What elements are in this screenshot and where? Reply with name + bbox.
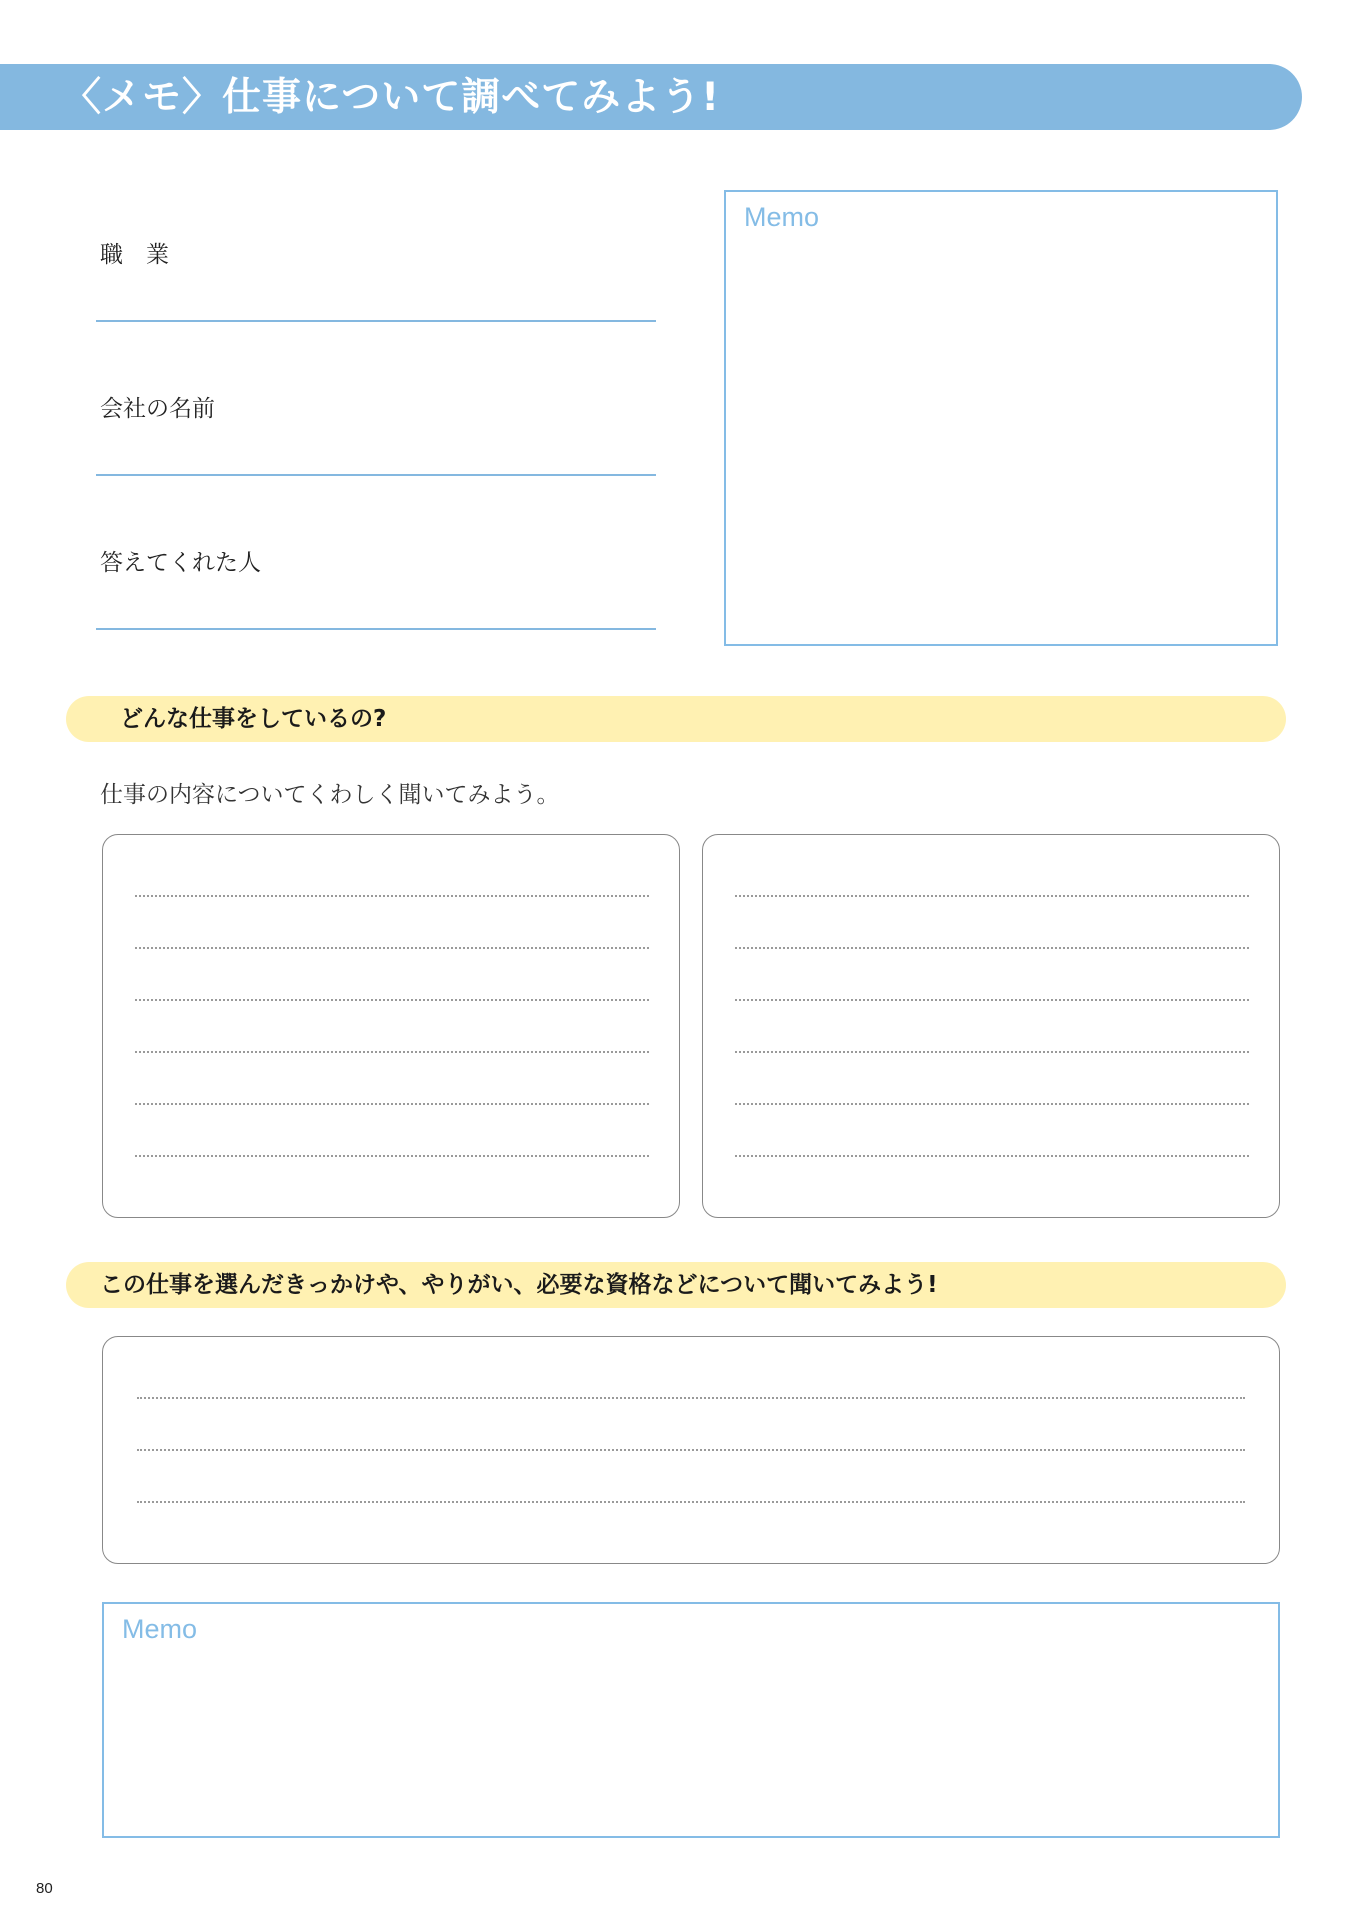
writing-box-left[interactable] <box>102 834 680 1218</box>
writing-line <box>137 1501 1245 1503</box>
writing-line <box>135 947 649 949</box>
field-label-respondent: 答えてくれた人 <box>100 550 261 576</box>
field-label-company-name: 会社の名前 <box>100 396 215 422</box>
writing-line <box>735 999 1249 1001</box>
instruction-text: 仕事の内容についてくわしく聞いてみよう。 <box>100 782 560 808</box>
page-title: 〈メモ〉仕事について調べてみよう! <box>62 75 721 120</box>
writing-line <box>135 1103 649 1105</box>
company-name-write-line[interactable] <box>96 474 656 476</box>
writing-line <box>137 1397 1245 1399</box>
memo-box-top[interactable] <box>724 190 1278 646</box>
occupation-write-line[interactable] <box>96 320 656 322</box>
field-label-occupation: 職 業 <box>100 242 169 268</box>
section-title-1: どんな仕事をしているの? <box>120 706 387 732</box>
writing-line <box>135 1051 649 1053</box>
writing-line <box>135 895 649 897</box>
page-number: 80 <box>36 1880 53 1897</box>
respondent-write-line[interactable] <box>96 628 656 630</box>
writing-line <box>735 947 1249 949</box>
writing-line <box>137 1449 1245 1451</box>
memo-label-top: Memo <box>744 202 820 232</box>
writing-box-wide[interactable] <box>102 1336 1280 1564</box>
writing-line <box>735 1103 1249 1105</box>
writing-line <box>735 1155 1249 1157</box>
memo-box-bottom[interactable] <box>102 1602 1280 1838</box>
section-title-2: この仕事を選んだきっかけや、やりがい、必要な資格などについて聞いてみよう! <box>100 1272 938 1298</box>
writing-line <box>735 895 1249 897</box>
writing-line <box>735 1051 1249 1053</box>
writing-box-right[interactable] <box>702 834 1280 1218</box>
memo-label-bottom: Memo <box>122 1614 198 1644</box>
writing-line <box>135 1155 649 1157</box>
writing-line <box>135 999 649 1001</box>
